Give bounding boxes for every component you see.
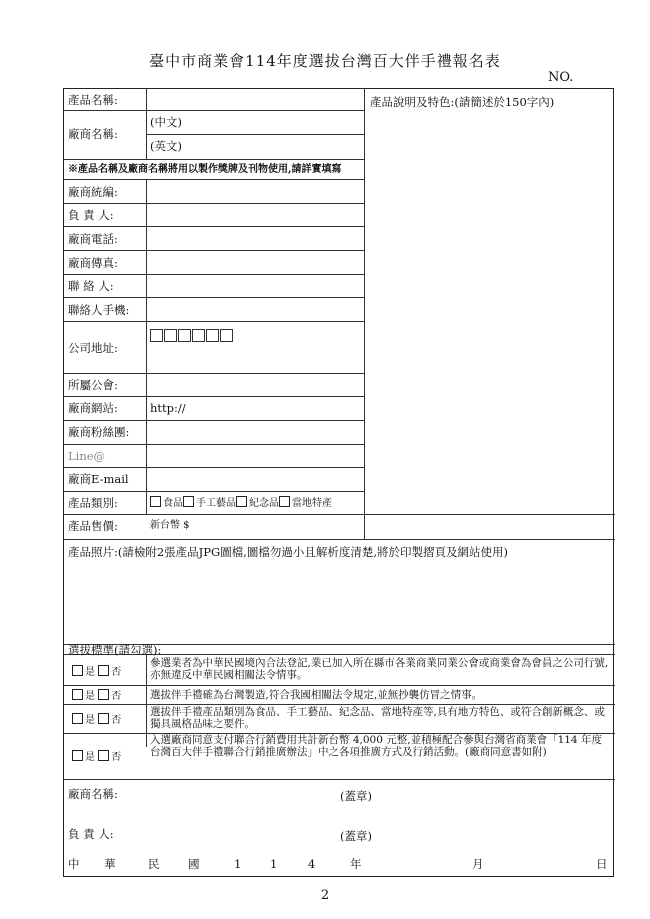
criteria-2-yes[interactable] — [72, 689, 83, 700]
criteria-1-options: 是 否 — [72, 665, 121, 680]
criteria-3-text: 選拔伴手禮產品類別為食品、手工藝品、紀念品、當地特產等,具有地方特色、或符合創新概念、或獨具風格品味之要件。 — [150, 706, 605, 730]
sign-company-label: 廠商名稱: — [68, 787, 118, 801]
sign-owner-label: 負 責 人: — [68, 827, 114, 841]
fill-note: ※產品名稱及廠商名稱將用以製作獎牌及刊物使用,請詳實填寫 — [68, 164, 342, 175]
form-number-label: NO. — [548, 70, 574, 85]
fax-label: 廠商傳真: — [68, 256, 118, 270]
date-guo: 國 — [188, 857, 200, 871]
postal-code-boxes[interactable] — [150, 327, 234, 346]
category-label: 產品類別: — [68, 496, 118, 510]
product-name-label: 產品名稱: — [68, 93, 118, 107]
email-label: 廠商E-mail — [68, 472, 129, 486]
criteria-3-no[interactable] — [98, 713, 109, 724]
criteria-2-options: 是 否 — [72, 689, 121, 704]
price-value: 新台幣 $ — [150, 520, 190, 531]
divider — [146, 89, 147, 159]
criteria-4-yes[interactable] — [72, 750, 83, 761]
company-seal: (蓋章) — [340, 789, 372, 803]
price-label: 產品售價: — [68, 519, 118, 533]
criteria-2-no[interactable] — [98, 689, 109, 700]
criteria-1-no[interactable] — [98, 665, 109, 676]
criteria-3-yes[interactable] — [72, 713, 83, 724]
category-options — [150, 496, 332, 511]
date-month: 月 — [472, 857, 484, 871]
criteria-header: 選拔標準(請勾選): — [68, 643, 162, 657]
souvenir-label: 紀念品 — [249, 498, 279, 509]
divider — [364, 89, 365, 539]
date-zhong: 中 — [68, 857, 80, 871]
criteria-1-yes[interactable] — [72, 665, 83, 676]
local-checkbox[interactable] — [279, 496, 290, 507]
photo-label: 產品照片:(請檢附2張產品JPG圖檔,圖檔勿過小且解析度清楚,將於印製摺頁及網站使用) — [68, 545, 509, 559]
divider — [146, 179, 147, 514]
owner-seal: (蓋章) — [340, 829, 372, 843]
website-value: http:// — [150, 401, 186, 415]
owner-label: 負 責 人: — [68, 208, 114, 222]
date-hua: 華 — [104, 857, 116, 871]
fanpage-label: 廠商粉絲團: — [68, 425, 130, 439]
phone-label: 廠商電話: — [68, 232, 118, 246]
description-label: 產品說明及特色:(請簡述於150字內) — [370, 95, 555, 109]
date-digit-1: 1 — [234, 857, 242, 871]
website-label: 廠商網站: — [68, 401, 118, 415]
date-day: 日 — [596, 857, 608, 871]
chinese-name-label: (中文) — [150, 115, 182, 129]
line-label: Line@ — [68, 449, 106, 463]
criteria-2-text: 選拔伴手禮確為台灣製造,符合我國相關法令規定,並無抄襲仿冒之情事。 — [150, 689, 483, 701]
souvenir-checkbox[interactable] — [236, 496, 247, 507]
address-label: 公司地址: — [68, 341, 118, 355]
criteria-3-options: 是 否 — [72, 713, 121, 728]
registration-form — [63, 88, 614, 877]
date-digit-2: 1 — [270, 857, 278, 871]
criteria-4-no[interactable] — [98, 750, 109, 761]
criteria-4-options: 是 否 — [72, 750, 121, 765]
date-digit-3: 4 — [308, 857, 316, 871]
criteria-4-text: 入選廠商同意支付聯合行銷費用共計新台幣 4,000 元整,並積極配合參與台灣省商業會「114 年度台灣百大伴手禮聯合行銷推廣辦法」中之各項推廣方式及行銷活動。(廠商同意書如附) — [150, 734, 602, 758]
date-year: 年 — [350, 857, 362, 871]
english-name-label: (英文) — [150, 139, 182, 153]
contact-label: 聯 絡 人: — [68, 279, 114, 293]
date-min: 民 — [148, 857, 160, 871]
local-label: 當地特產 — [292, 498, 332, 509]
craft-checkbox[interactable] — [183, 496, 194, 507]
company-name-label: 廠商名稱: — [68, 127, 118, 141]
mobile-label: 聯絡人手機: — [68, 303, 130, 317]
form-title: 臺中市商業會114年度選拔台灣百大伴手禮報名表 — [149, 52, 501, 70]
criteria-1-text: 參選業者為中華民國境內合法登記,業已加入所在縣市各業商業同業公會或商業會為會員之公司行號,亦無違反中華民國相關法令情事。 — [150, 657, 609, 681]
food-checkbox[interactable] — [150, 496, 161, 507]
tax-id-label: 廠商統編: — [68, 185, 118, 199]
association-label: 所屬公會: — [68, 378, 118, 392]
page-number: 2 — [320, 888, 330, 903]
craft-label: 手工藝品 — [196, 498, 236, 509]
food-label: 食品 — [163, 498, 183, 509]
